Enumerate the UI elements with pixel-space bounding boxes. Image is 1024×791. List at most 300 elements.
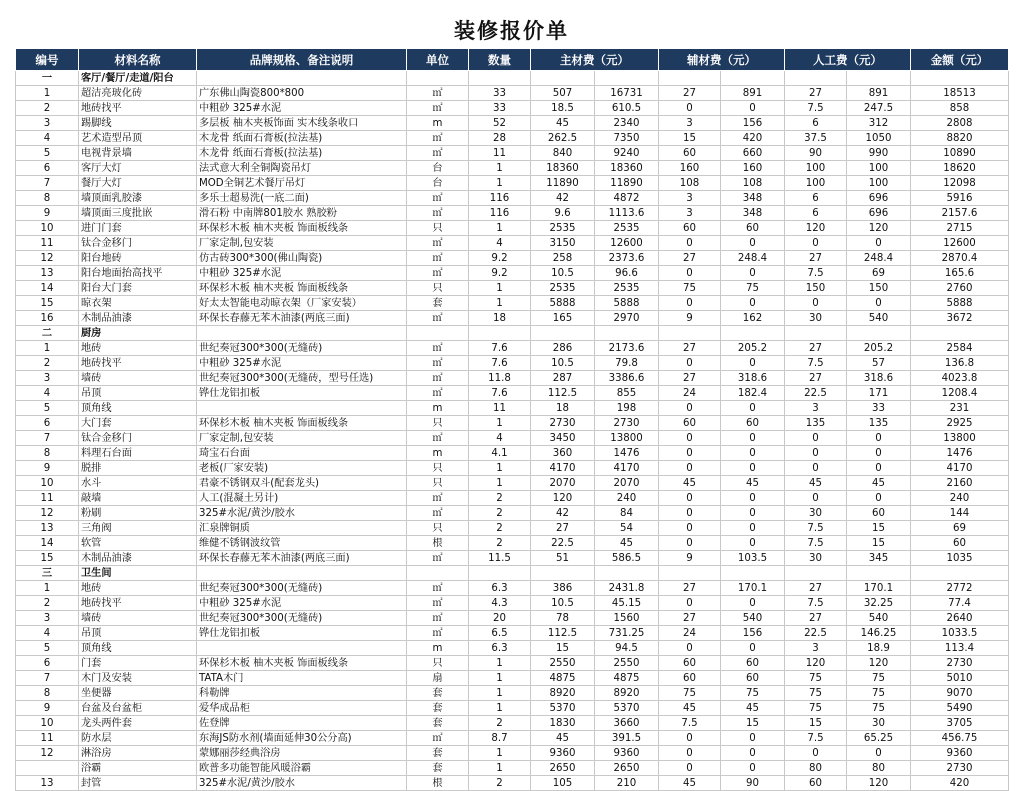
- cell-labor-total[interactable]: 120: [847, 221, 911, 236]
- cell-no[interactable]: 7: [16, 176, 79, 191]
- cell-main-total[interactable]: 2431.8: [595, 581, 659, 596]
- cell-amount[interactable]: 1476: [911, 446, 1009, 461]
- cell-labor-total[interactable]: 120: [847, 776, 911, 791]
- cell-no[interactable]: 1: [16, 581, 79, 596]
- cell-main-price[interactable]: 4170: [531, 461, 595, 476]
- cell-no[interactable]: 3: [16, 611, 79, 626]
- cell-spec[interactable]: 多层板 柚木夹板饰面 实木线条收口: [197, 116, 407, 131]
- cell-unit[interactable]: ㎡: [407, 581, 469, 596]
- cell-aux-total[interactable]: 182.4: [721, 386, 785, 401]
- cell-labor-total[interactable]: 312: [847, 116, 911, 131]
- cell-qty[interactable]: 1: [469, 656, 531, 671]
- cell-main-price[interactable]: 42: [531, 191, 595, 206]
- cell-main-price[interactable]: 3450: [531, 431, 595, 446]
- cell-no[interactable]: 1: [16, 86, 79, 101]
- cell-unit[interactable]: m: [407, 401, 469, 416]
- cell-no[interactable]: 6: [16, 416, 79, 431]
- cell-labor-price[interactable]: 100: [785, 176, 847, 191]
- cell-main-total[interactable]: 2970: [595, 311, 659, 326]
- cell-amount[interactable]: 231: [911, 401, 1009, 416]
- cell-aux-price[interactable]: [659, 566, 721, 581]
- header-main-material[interactable]: 主材费（元）: [531, 49, 659, 71]
- cell-aux-total[interactable]: 75: [721, 686, 785, 701]
- cell-labor-price[interactable]: 90: [785, 146, 847, 161]
- cell-main-total[interactable]: 240: [595, 491, 659, 506]
- cell-qty[interactable]: 20: [469, 611, 531, 626]
- cell-name[interactable]: 钛合金移门: [79, 431, 197, 446]
- cell-aux-total[interactable]: 0: [721, 446, 785, 461]
- cell-unit[interactable]: 套: [407, 761, 469, 776]
- cell-main-price[interactable]: 9360: [531, 746, 595, 761]
- cell-labor-total[interactable]: 146.25: [847, 626, 911, 641]
- cell-unit[interactable]: ㎡: [407, 431, 469, 446]
- cell-name[interactable]: 卫生间: [79, 566, 197, 581]
- cell-qty[interactable]: 4: [469, 431, 531, 446]
- cell-aux-price[interactable]: 60: [659, 656, 721, 671]
- cell-qty[interactable]: 33: [469, 101, 531, 116]
- cell-aux-total[interactable]: 0: [721, 296, 785, 311]
- cell-labor-price[interactable]: 7.5: [785, 536, 847, 551]
- cell-amount[interactable]: 420: [911, 776, 1009, 791]
- cell-labor-price[interactable]: 7.5: [785, 596, 847, 611]
- cell-main-total[interactable]: 45.15: [595, 596, 659, 611]
- cell-aux-total[interactable]: 348: [721, 191, 785, 206]
- cell-amount[interactable]: 5888: [911, 296, 1009, 311]
- cell-aux-price[interactable]: [659, 71, 721, 86]
- cell-labor-price[interactable]: 30: [785, 311, 847, 326]
- cell-main-price[interactable]: 3150: [531, 236, 595, 251]
- cell-aux-total[interactable]: 0: [721, 596, 785, 611]
- cell-spec[interactable]: 好太太智能电动晾衣架（厂家安装）: [197, 296, 407, 311]
- cell-labor-total[interactable]: 120: [847, 656, 911, 671]
- cell-labor-price[interactable]: 6: [785, 206, 847, 221]
- cell-name[interactable]: 坐便器: [79, 686, 197, 701]
- cell-name[interactable]: 阳台大门套: [79, 281, 197, 296]
- cell-qty[interactable]: 28: [469, 131, 531, 146]
- cell-labor-total[interactable]: 75: [847, 686, 911, 701]
- cell-spec[interactable]: 325#水泥/黄沙/胶水: [197, 506, 407, 521]
- cell-amount[interactable]: 5916: [911, 191, 1009, 206]
- cell-qty[interactable]: 8.7: [469, 731, 531, 746]
- cell-labor-total[interactable]: 150: [847, 281, 911, 296]
- cell-spec[interactable]: 世纪奏冠300*300(无缝砖): [197, 611, 407, 626]
- cell-spec[interactable]: 环保杉木板 柚木夹板 饰面板线条: [197, 656, 407, 671]
- cell-main-total[interactable]: 2550: [595, 656, 659, 671]
- cell-no[interactable]: 10: [16, 221, 79, 236]
- cell-unit[interactable]: ㎡: [407, 551, 469, 566]
- cell-amount[interactable]: 9360: [911, 746, 1009, 761]
- cell-main-total[interactable]: 5888: [595, 296, 659, 311]
- cell-main-total[interactable]: 8920: [595, 686, 659, 701]
- cell-aux-price[interactable]: [659, 326, 721, 341]
- cell-qty[interactable]: 4.1: [469, 446, 531, 461]
- cell-name[interactable]: 餐厅大灯: [79, 176, 197, 191]
- cell-amount[interactable]: 77.4: [911, 596, 1009, 611]
- cell-labor-price[interactable]: 0: [785, 461, 847, 476]
- cell-spec[interactable]: 环保杉木板 柚木夹板 饰面板线条: [197, 281, 407, 296]
- cell-labor-price[interactable]: 75: [785, 686, 847, 701]
- cell-unit[interactable]: 只: [407, 656, 469, 671]
- cell-no[interactable]: 3: [16, 371, 79, 386]
- cell-name[interactable]: 地砖: [79, 581, 197, 596]
- cell-main-price[interactable]: 386: [531, 581, 595, 596]
- cell-aux-price[interactable]: 0: [659, 521, 721, 536]
- cell-no[interactable]: 14: [16, 536, 79, 551]
- cell-qty[interactable]: 1: [469, 221, 531, 236]
- cell-main-price[interactable]: 10.5: [531, 356, 595, 371]
- cell-main-total[interactable]: 855: [595, 386, 659, 401]
- cell-main-price[interactable]: 18360: [531, 161, 595, 176]
- cell-spec[interactable]: 人工(混凝土另计): [197, 491, 407, 506]
- cell-main-price[interactable]: 22.5: [531, 536, 595, 551]
- cell-qty[interactable]: 1: [469, 671, 531, 686]
- cell-unit[interactable]: ㎡: [407, 86, 469, 101]
- cell-qty[interactable]: 1: [469, 761, 531, 776]
- cell-labor-price[interactable]: 75: [785, 701, 847, 716]
- cell-no[interactable]: 8: [16, 446, 79, 461]
- cell-spec[interactable]: 世纪奏冠300*300(无缝砖): [197, 341, 407, 356]
- cell-main-price[interactable]: 9.6: [531, 206, 595, 221]
- cell-main-price[interactable]: 286: [531, 341, 595, 356]
- cell-unit[interactable]: ㎡: [407, 341, 469, 356]
- cell-aux-total[interactable]: 60: [721, 416, 785, 431]
- cell-amount[interactable]: 113.4: [911, 641, 1009, 656]
- cell-name[interactable]: 浴霸: [79, 761, 197, 776]
- cell-aux-total[interactable]: 248.4: [721, 251, 785, 266]
- cell-amount[interactable]: 3672: [911, 311, 1009, 326]
- cell-unit[interactable]: ㎡: [407, 146, 469, 161]
- cell-name[interactable]: 木制品油漆: [79, 551, 197, 566]
- cell-main-total[interactable]: 586.5: [595, 551, 659, 566]
- cell-name[interactable]: 墙顶面三度批嵌: [79, 206, 197, 221]
- cell-aux-total[interactable]: 0: [721, 521, 785, 536]
- cell-no[interactable]: 2: [16, 101, 79, 116]
- cell-aux-price[interactable]: 160: [659, 161, 721, 176]
- cell-no[interactable]: 7: [16, 431, 79, 446]
- header-spec[interactable]: 品牌规格、备注说明: [197, 49, 407, 71]
- cell-labor-price[interactable]: 22.5: [785, 386, 847, 401]
- cell-unit[interactable]: 台: [407, 161, 469, 176]
- cell-no[interactable]: 5: [16, 401, 79, 416]
- cell-main-total[interactable]: 12600: [595, 236, 659, 251]
- cell-spec[interactable]: [197, 566, 407, 581]
- cell-unit[interactable]: ㎡: [407, 131, 469, 146]
- cell-unit[interactable]: ㎡: [407, 506, 469, 521]
- cell-main-price[interactable]: 262.5: [531, 131, 595, 146]
- cell-aux-total[interactable]: 108: [721, 176, 785, 191]
- cell-spec[interactable]: 君豪不锈钢双斗(配套龙头): [197, 476, 407, 491]
- cell-aux-total[interactable]: 0: [721, 101, 785, 116]
- cell-labor-price[interactable]: 27: [785, 251, 847, 266]
- cell-main-price[interactable]: 27: [531, 521, 595, 536]
- cell-no[interactable]: 三: [16, 566, 79, 581]
- cell-no[interactable]: 4: [16, 386, 79, 401]
- cell-aux-total[interactable]: 0: [721, 746, 785, 761]
- cell-unit[interactable]: 根: [407, 536, 469, 551]
- cell-aux-price[interactable]: 7.5: [659, 716, 721, 731]
- cell-unit[interactable]: [407, 326, 469, 341]
- cell-labor-price[interactable]: 27: [785, 611, 847, 626]
- cell-aux-price[interactable]: 60: [659, 671, 721, 686]
- cell-no[interactable]: 12: [16, 251, 79, 266]
- cell-aux-total[interactable]: 156: [721, 116, 785, 131]
- cell-aux-price[interactable]: 0: [659, 236, 721, 251]
- cell-labor-total[interactable]: 33: [847, 401, 911, 416]
- cell-aux-price[interactable]: 24: [659, 386, 721, 401]
- cell-labor-price[interactable]: 27: [785, 371, 847, 386]
- cell-aux-total[interactable]: 0: [721, 431, 785, 446]
- cell-name[interactable]: 龙头两件套: [79, 716, 197, 731]
- cell-main-price[interactable]: 258: [531, 251, 595, 266]
- cell-main-price[interactable]: 112.5: [531, 626, 595, 641]
- cell-labor-price[interactable]: [785, 71, 847, 86]
- cell-aux-total[interactable]: 540: [721, 611, 785, 626]
- cell-main-total[interactable]: 1113.6: [595, 206, 659, 221]
- cell-name[interactable]: 墙顶面乳胶漆: [79, 191, 197, 206]
- cell-no[interactable]: 6: [16, 161, 79, 176]
- cell-amount[interactable]: 18620: [911, 161, 1009, 176]
- header-labor[interactable]: 人工费（元）: [785, 49, 911, 71]
- cell-unit[interactable]: 只: [407, 281, 469, 296]
- cell-name[interactable]: 脱排: [79, 461, 197, 476]
- cell-labor-total[interactable]: 0: [847, 236, 911, 251]
- cell-labor-total[interactable]: 18.9: [847, 641, 911, 656]
- cell-labor-price[interactable]: 7.5: [785, 521, 847, 536]
- cell-labor-total[interactable]: [847, 566, 911, 581]
- cell-qty[interactable]: 2: [469, 776, 531, 791]
- cell-main-price[interactable]: 2650: [531, 761, 595, 776]
- cell-name[interactable]: 木制品油漆: [79, 311, 197, 326]
- cell-labor-price[interactable]: 22.5: [785, 626, 847, 641]
- cell-main-price[interactable]: 105: [531, 776, 595, 791]
- cell-main-price[interactable]: 4875: [531, 671, 595, 686]
- cell-aux-total[interactable]: 75: [721, 281, 785, 296]
- cell-unit[interactable]: ㎡: [407, 251, 469, 266]
- cell-labor-total[interactable]: 80: [847, 761, 911, 776]
- cell-amount[interactable]: 2157.6: [911, 206, 1009, 221]
- cell-no[interactable]: 9: [16, 206, 79, 221]
- cell-main-total[interactable]: 198: [595, 401, 659, 416]
- cell-labor-price[interactable]: 0: [785, 296, 847, 311]
- cell-amount[interactable]: 2730: [911, 761, 1009, 776]
- cell-main-total[interactable]: 4872: [595, 191, 659, 206]
- cell-name[interactable]: 封管: [79, 776, 197, 791]
- cell-main-total[interactable]: [595, 71, 659, 86]
- cell-unit[interactable]: ㎡: [407, 611, 469, 626]
- cell-qty[interactable]: 2: [469, 521, 531, 536]
- cell-unit[interactable]: ㎡: [407, 386, 469, 401]
- cell-no[interactable]: 一: [16, 71, 79, 86]
- cell-labor-price[interactable]: 0: [785, 431, 847, 446]
- cell-amount[interactable]: 4023.8: [911, 371, 1009, 386]
- cell-labor-price[interactable]: 15: [785, 716, 847, 731]
- cell-aux-price[interactable]: 27: [659, 341, 721, 356]
- cell-labor-total[interactable]: 75: [847, 671, 911, 686]
- cell-labor-total[interactable]: 65.25: [847, 731, 911, 746]
- cell-labor-total[interactable]: 318.6: [847, 371, 911, 386]
- cell-no[interactable]: 9: [16, 461, 79, 476]
- cell-main-total[interactable]: 610.5: [595, 101, 659, 116]
- cell-name[interactable]: 台盆及台盆柜: [79, 701, 197, 716]
- cell-unit[interactable]: ㎡: [407, 596, 469, 611]
- cell-main-total[interactable]: 3386.6: [595, 371, 659, 386]
- cell-qty[interactable]: 7.6: [469, 341, 531, 356]
- cell-spec[interactable]: [197, 401, 407, 416]
- cell-main-price[interactable]: 287: [531, 371, 595, 386]
- cell-unit[interactable]: ㎡: [407, 266, 469, 281]
- cell-main-price[interactable]: 2070: [531, 476, 595, 491]
- cell-labor-total[interactable]: 0: [847, 746, 911, 761]
- cell-labor-total[interactable]: 990: [847, 146, 911, 161]
- cell-name[interactable]: 吊顶: [79, 386, 197, 401]
- cell-main-price[interactable]: 2535: [531, 221, 595, 236]
- cell-main-price[interactable]: 5888: [531, 296, 595, 311]
- cell-main-total[interactable]: 84: [595, 506, 659, 521]
- cell-name[interactable]: 料理石台面: [79, 446, 197, 461]
- cell-qty[interactable]: [469, 326, 531, 341]
- cell-aux-total[interactable]: 45: [721, 701, 785, 716]
- cell-unit[interactable]: 套: [407, 716, 469, 731]
- cell-labor-total[interactable]: 170.1: [847, 581, 911, 596]
- cell-no[interactable]: 12: [16, 506, 79, 521]
- cell-main-total[interactable]: 2650: [595, 761, 659, 776]
- cell-labor-price[interactable]: 3: [785, 401, 847, 416]
- cell-amount[interactable]: [911, 326, 1009, 341]
- cell-qty[interactable]: 1: [469, 296, 531, 311]
- cell-qty[interactable]: 4: [469, 236, 531, 251]
- cell-labor-total[interactable]: 540: [847, 311, 911, 326]
- cell-spec[interactable]: 中粗砂 325#水泥: [197, 266, 407, 281]
- cell-spec[interactable]: 环保长春藤无苯木油漆(两底三面): [197, 311, 407, 326]
- cell-spec[interactable]: 多乐士超易洗(一底二面): [197, 191, 407, 206]
- cell-spec[interactable]: 325#水泥/黄沙/胶水: [197, 776, 407, 791]
- cell-main-price[interactable]: 10.5: [531, 596, 595, 611]
- cell-spec[interactable]: 仿古砖300*300(佛山陶瓷): [197, 251, 407, 266]
- cell-aux-price[interactable]: 3: [659, 191, 721, 206]
- cell-spec[interactable]: 爱华成品柜: [197, 701, 407, 716]
- cell-labor-total[interactable]: 0: [847, 431, 911, 446]
- cell-labor-price[interactable]: 75: [785, 671, 847, 686]
- cell-qty[interactable]: 11: [469, 401, 531, 416]
- cell-aux-total[interactable]: 0: [721, 506, 785, 521]
- cell-aux-total[interactable]: 0: [721, 491, 785, 506]
- cell-amount[interactable]: 456.75: [911, 731, 1009, 746]
- cell-qty[interactable]: 4.3: [469, 596, 531, 611]
- cell-spec[interactable]: 中粗砂 325#水泥: [197, 596, 407, 611]
- cell-amount[interactable]: 60: [911, 536, 1009, 551]
- cell-no[interactable]: 2: [16, 356, 79, 371]
- cell-spec[interactable]: 滑石粉 中南牌801胶水 熟胶粉: [197, 206, 407, 221]
- cell-unit[interactable]: m: [407, 641, 469, 656]
- cell-main-total[interactable]: 2535: [595, 281, 659, 296]
- cell-amount[interactable]: 2870.4: [911, 251, 1009, 266]
- cell-name[interactable]: 大门套: [79, 416, 197, 431]
- cell-qty[interactable]: 33: [469, 86, 531, 101]
- cell-unit[interactable]: ㎡: [407, 311, 469, 326]
- cell-aux-price[interactable]: 15: [659, 131, 721, 146]
- cell-amount[interactable]: 2640: [911, 611, 1009, 626]
- cell-main-price[interactable]: 1830: [531, 716, 595, 731]
- cell-amount[interactable]: 13800: [911, 431, 1009, 446]
- cell-qty[interactable]: 1: [469, 161, 531, 176]
- cell-aux-price[interactable]: 0: [659, 491, 721, 506]
- cell-main-price[interactable]: [531, 71, 595, 86]
- cell-labor-price[interactable]: 135: [785, 416, 847, 431]
- cell-aux-price[interactable]: 0: [659, 446, 721, 461]
- cell-labor-total[interactable]: [847, 326, 911, 341]
- cell-qty[interactable]: 9.2: [469, 251, 531, 266]
- cell-spec[interactable]: 厂家定制,包安装: [197, 431, 407, 446]
- cell-aux-price[interactable]: 9: [659, 311, 721, 326]
- cell-main-total[interactable]: 11890: [595, 176, 659, 191]
- cell-main-price[interactable]: 8920: [531, 686, 595, 701]
- cell-aux-price[interactable]: 0: [659, 101, 721, 116]
- cell-aux-price[interactable]: 3: [659, 116, 721, 131]
- cell-main-total[interactable]: 96.6: [595, 266, 659, 281]
- cell-name[interactable]: 钛合金移门: [79, 236, 197, 251]
- cell-aux-price[interactable]: 60: [659, 146, 721, 161]
- cell-labor-total[interactable]: 100: [847, 161, 911, 176]
- cell-qty[interactable]: 6.5: [469, 626, 531, 641]
- cell-labor-total[interactable]: 1050: [847, 131, 911, 146]
- cell-labor-price[interactable]: 6: [785, 116, 847, 131]
- cell-name[interactable]: 水斗: [79, 476, 197, 491]
- cell-spec[interactable]: 环保杉木板 柚木夹板 饰面板线条: [197, 221, 407, 236]
- cell-amount[interactable]: 1035: [911, 551, 1009, 566]
- cell-main-total[interactable]: 2070: [595, 476, 659, 491]
- cell-amount[interactable]: [911, 566, 1009, 581]
- cell-spec[interactable]: TATA木门: [197, 671, 407, 686]
- cell-unit[interactable]: 只: [407, 221, 469, 236]
- cell-amount[interactable]: 2772: [911, 581, 1009, 596]
- cell-labor-total[interactable]: 100: [847, 176, 911, 191]
- cell-aux-price[interactable]: 27: [659, 251, 721, 266]
- cell-labor-total[interactable]: 696: [847, 206, 911, 221]
- cell-aux-total[interactable]: 891: [721, 86, 785, 101]
- cell-main-price[interactable]: 507: [531, 86, 595, 101]
- cell-main-total[interactable]: 4170: [595, 461, 659, 476]
- cell-main-price[interactable]: 5370: [531, 701, 595, 716]
- cell-aux-total[interactable]: 60: [721, 221, 785, 236]
- cell-spec[interactable]: 厂家定制,包安装: [197, 236, 407, 251]
- cell-amount[interactable]: 2730: [911, 656, 1009, 671]
- cell-main-price[interactable]: 112.5: [531, 386, 595, 401]
- cell-amount[interactable]: 858: [911, 101, 1009, 116]
- cell-amount[interactable]: 69: [911, 521, 1009, 536]
- cell-qty[interactable]: 11.5: [469, 551, 531, 566]
- cell-aux-price[interactable]: 0: [659, 296, 721, 311]
- cell-no[interactable]: 9: [16, 701, 79, 716]
- cell-main-total[interactable]: 54: [595, 521, 659, 536]
- cell-main-total[interactable]: 3660: [595, 716, 659, 731]
- cell-no[interactable]: 13: [16, 776, 79, 791]
- cell-unit[interactable]: ㎡: [407, 371, 469, 386]
- cell-name[interactable]: 阳台地砖: [79, 251, 197, 266]
- cell-unit[interactable]: ㎡: [407, 101, 469, 116]
- cell-amount[interactable]: 2808: [911, 116, 1009, 131]
- cell-name[interactable]: 晾衣架: [79, 296, 197, 311]
- cell-aux-price[interactable]: 45: [659, 701, 721, 716]
- cell-aux-price[interactable]: 0: [659, 746, 721, 761]
- cell-labor-price[interactable]: 120: [785, 221, 847, 236]
- cell-name[interactable]: 粉刷: [79, 506, 197, 521]
- cell-no[interactable]: 5: [16, 146, 79, 161]
- cell-aux-price[interactable]: 0: [659, 761, 721, 776]
- cell-main-price[interactable]: [531, 566, 595, 581]
- cell-labor-total[interactable]: 15: [847, 536, 911, 551]
- cell-labor-price[interactable]: 3: [785, 641, 847, 656]
- cell-aux-price[interactable]: 27: [659, 371, 721, 386]
